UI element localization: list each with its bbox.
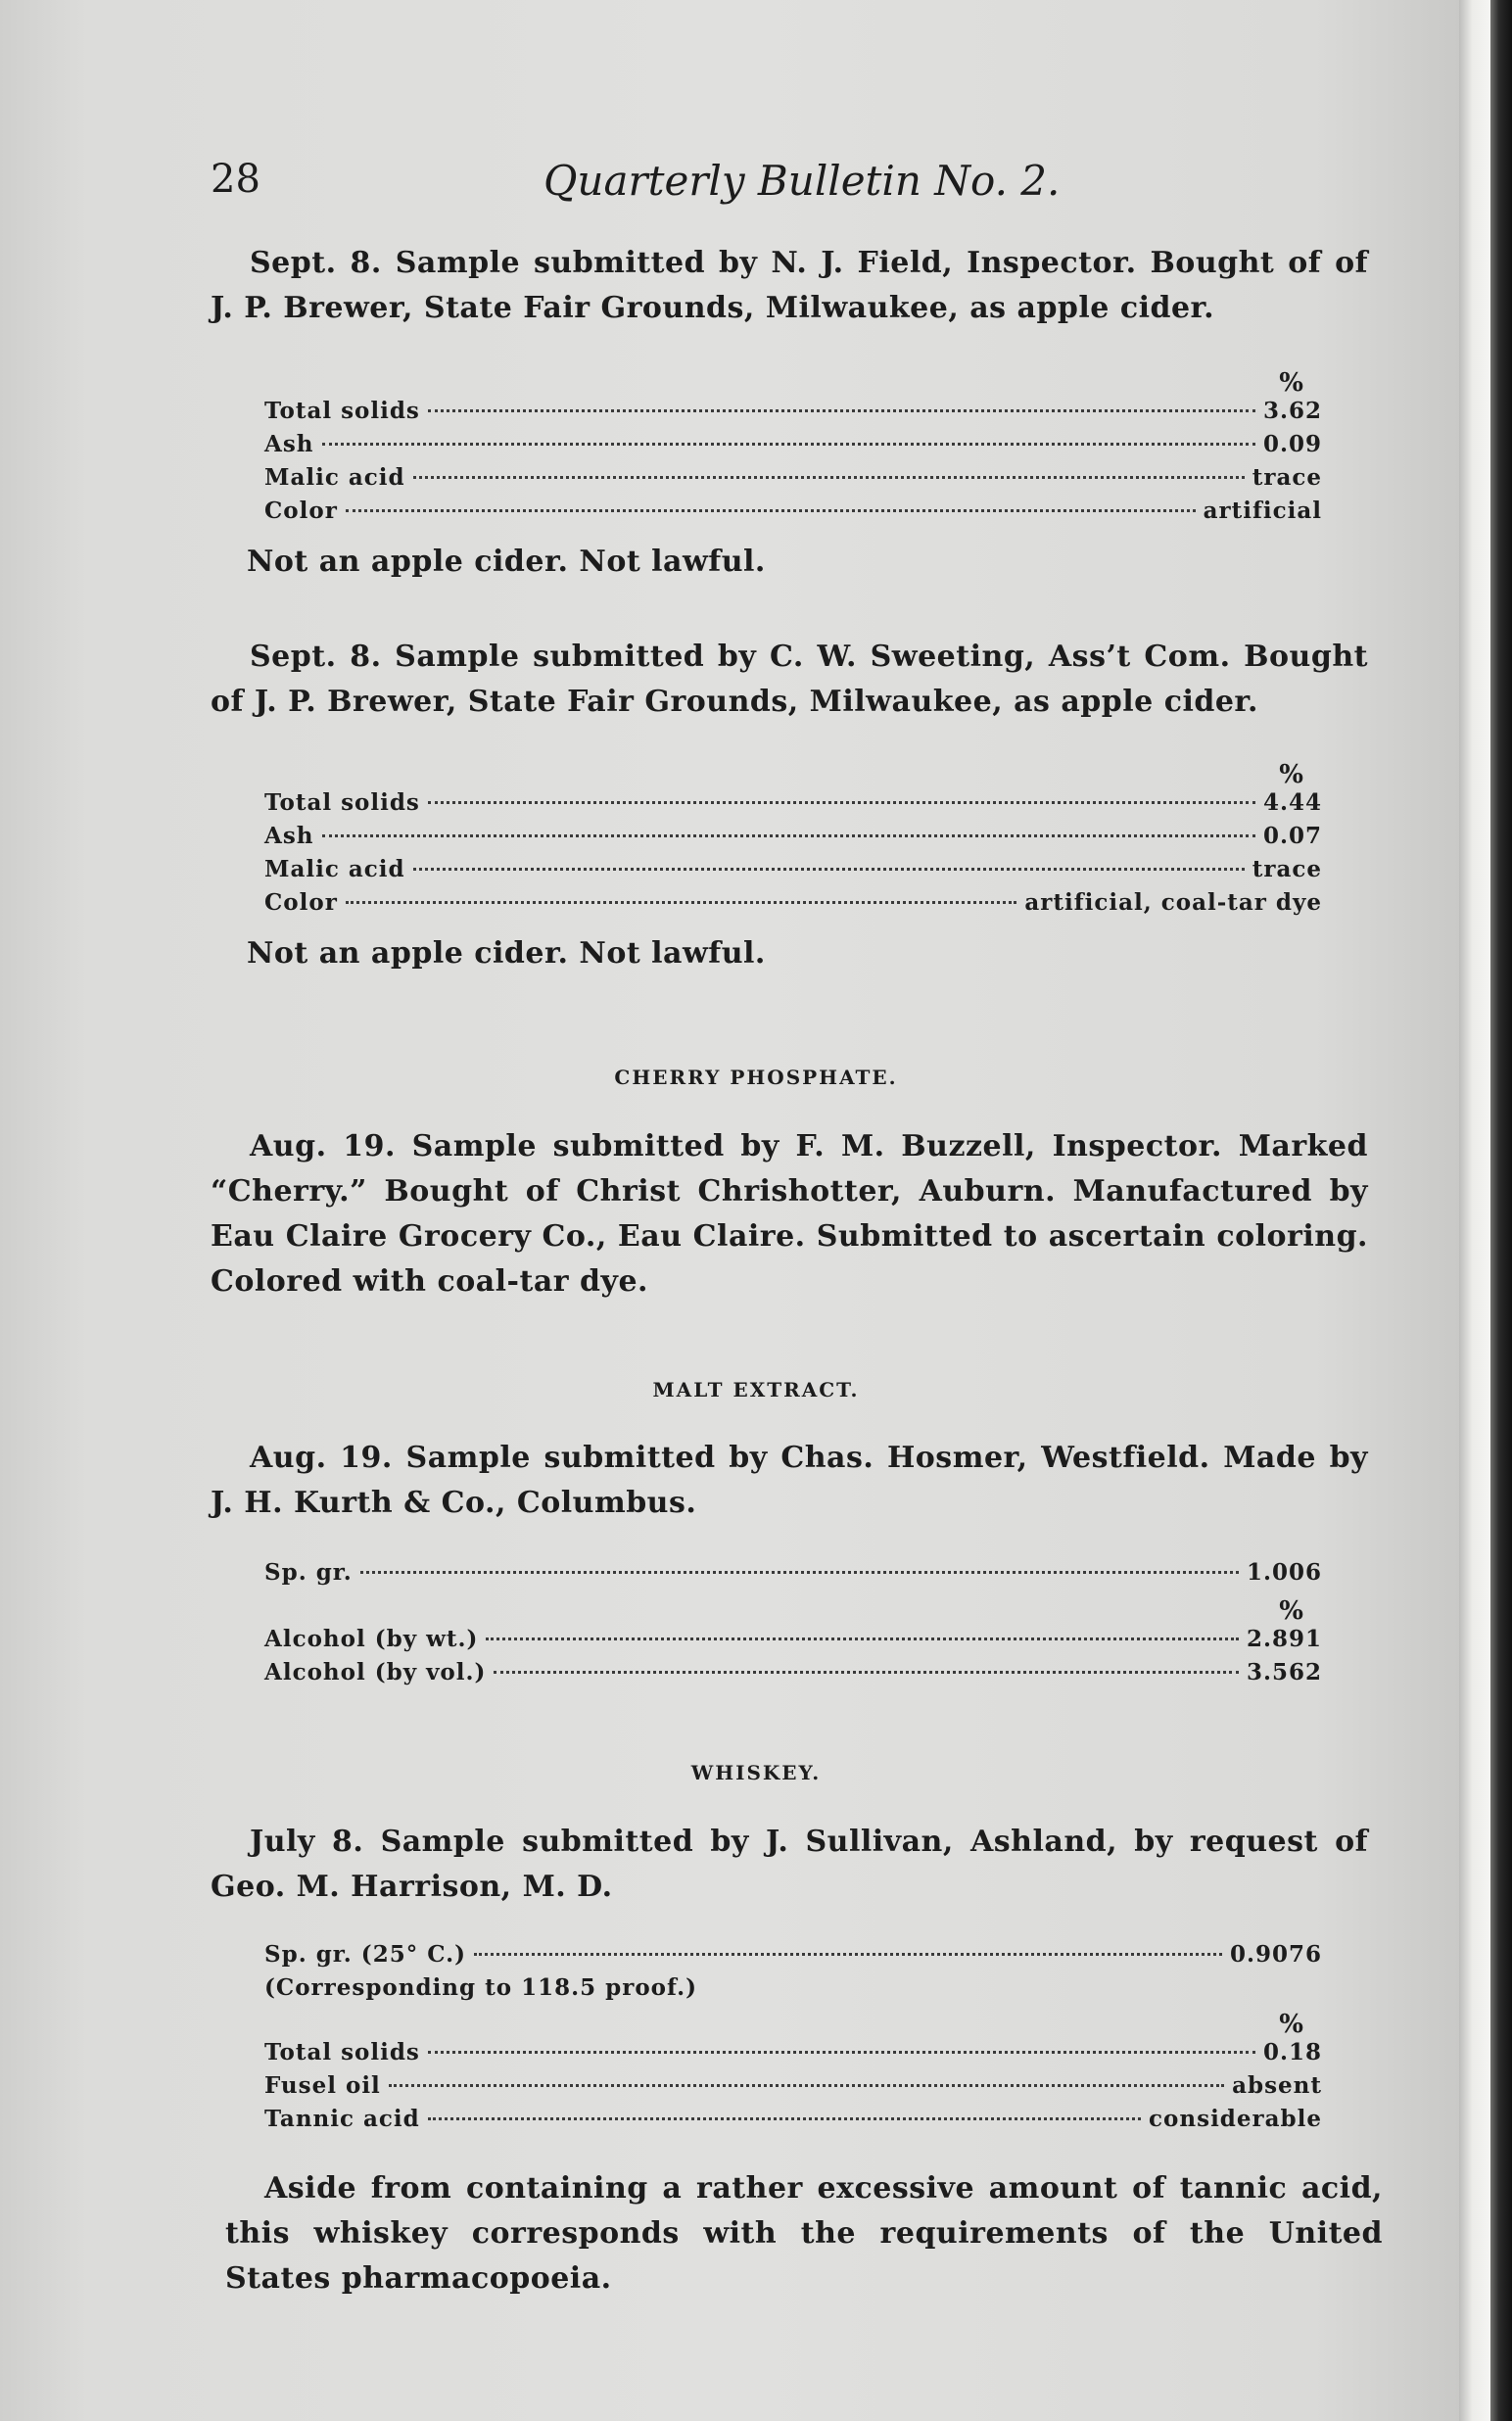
row-label: Malic acid [264, 464, 405, 491]
percent-unit: % [1279, 2010, 1304, 2039]
percent-unit: % [1279, 1596, 1304, 1626]
table-row [264, 1659, 1322, 1692]
row-value: 4.44 [1262, 789, 1322, 816]
leader-dots [322, 443, 1255, 446]
page-number: 28 [211, 157, 260, 202]
sample-5-table [264, 1941, 1322, 2139]
leader-dots [346, 509, 1196, 512]
section-heading-cherry-phosphate: CHERRY PHOSPHATE. [614, 1066, 898, 1089]
sample-2-verdict: Not an apple cider. Not lawful. [247, 936, 766, 971]
row-value: artificial, coal-tar dye [1024, 889, 1322, 916]
row-label: Alcohol (by wt.) [264, 1626, 479, 1652]
row-value: 0.9076 [1229, 1941, 1322, 1968]
sample-1-text: Sept. 8. Sample submitted by N. J. Field, Inspector. Bought of of J. P. Brewer, State Fair Grounds, Milwaukee, as apple cider. [211, 246, 1368, 325]
sample-2-table [264, 760, 1322, 923]
table-row [264, 889, 1322, 923]
row-label: Sp. gr. (25° C.) [264, 1941, 466, 1968]
row-value: considerable [1149, 2106, 1322, 2132]
table-row [264, 1941, 1322, 1974]
table-row [264, 2072, 1322, 2106]
binding-shadow [1490, 0, 1512, 2421]
table-row [264, 823, 1322, 856]
leader-dots [413, 868, 1245, 871]
table-row [264, 398, 1322, 431]
sample-1-table [264, 368, 1322, 531]
row-value: 2.891 [1246, 1626, 1322, 1652]
page-header [211, 157, 1386, 215]
sample-5-text: July 8. Sample submitted by J. Sullivan, Ashland, by request of Geo. M. Harrison, M. D. [211, 1825, 1368, 1904]
sample-3-text: Aug. 19. Sample submitted by F. M. Buzzell, Inspector. Marked “Cherry.” Bought of Christ Chrishotter, Auburn. Manufactured by Eau Claire Grocery Co., Eau Claire. Submitted to ascertain coloring. Colored with coal-tar dye. [211, 1129, 1368, 1299]
table-row [264, 431, 1322, 464]
row-value: 3.562 [1246, 1659, 1322, 1685]
leader-dots [389, 2084, 1224, 2087]
row-value: 0.07 [1262, 823, 1322, 849]
running-title: Quarterly Bulletin No. 2. [543, 157, 1061, 205]
table-row [264, 2039, 1322, 2072]
row-label: Total solids [264, 2039, 420, 2065]
table-row [264, 464, 1322, 498]
row-value: absent [1232, 2072, 1322, 2099]
row-label: Total solids [264, 789, 420, 816]
row-value: 0.09 [1262, 431, 1322, 457]
leader-dots [486, 1638, 1239, 1640]
row-label: Fusel oil [264, 2072, 381, 2099]
row-value: trace [1252, 464, 1322, 491]
leader-dots [413, 476, 1245, 479]
table-row [264, 2106, 1322, 2139]
row-label: Ash [264, 431, 314, 457]
leader-dots [322, 834, 1255, 837]
row-value: 3.62 [1262, 398, 1322, 424]
row-label: Tannic acid [264, 2106, 420, 2132]
table-row [264, 856, 1322, 889]
sample-4-table [264, 1559, 1322, 1692]
sample-1-verdict: Not an apple cider. Not lawful. [247, 545, 766, 579]
row-value: 0.18 [1262, 2039, 1322, 2065]
leader-dots [360, 1571, 1239, 1574]
row-value: trace [1252, 856, 1322, 882]
sample-2-text: Sept. 8. Sample submitted by C. W. Sweeting, Ass’t Com. Bought of J. P. Brewer, State Fair Grounds, Milwaukee, as apple cider. [211, 640, 1368, 719]
leader-dots [428, 409, 1255, 412]
row-label: Color [264, 498, 338, 524]
proof-note: (Corresponding to 118.5 proof.) [264, 1974, 697, 2001]
section-heading-whiskey: WHISKEY. [690, 1761, 822, 1784]
row-value: artificial [1203, 498, 1322, 524]
leader-dots [428, 2117, 1141, 2120]
leader-dots [494, 1671, 1239, 1674]
leader-dots [428, 2051, 1255, 2054]
leader-dots [346, 901, 1016, 904]
row-label: Color [264, 889, 338, 916]
table-row [264, 1626, 1322, 1659]
row-label: Alcohol (by vol.) [264, 1659, 487, 1685]
table-row [264, 789, 1322, 823]
leader-dots [474, 1953, 1222, 1956]
table-row [264, 498, 1322, 531]
table-row [264, 1559, 1322, 1592]
whiskey-conclusion: Aside from containing a rather excessive amount of tannic acid, this whiskey corresponds with the requirements of the United States pharmacopoeia. [225, 2171, 1383, 2296]
row-value: 1.006 [1246, 1559, 1322, 1586]
section-heading-malt-extract: MALT EXTRACT. [652, 1378, 860, 1401]
leader-dots [428, 801, 1255, 804]
row-label: Sp. gr. [264, 1559, 353, 1586]
percent-unit: % [1279, 368, 1304, 398]
row-label: Total solids [264, 398, 420, 424]
percent-unit: % [1279, 760, 1304, 789]
row-label: Malic acid [264, 856, 405, 882]
row-label: Ash [264, 823, 314, 849]
sample-4-text: Aug. 19. Sample submitted by Chas. Hosmer, Westfield. Made by J. H. Kurth & Co., Columbus. [211, 1441, 1368, 1520]
